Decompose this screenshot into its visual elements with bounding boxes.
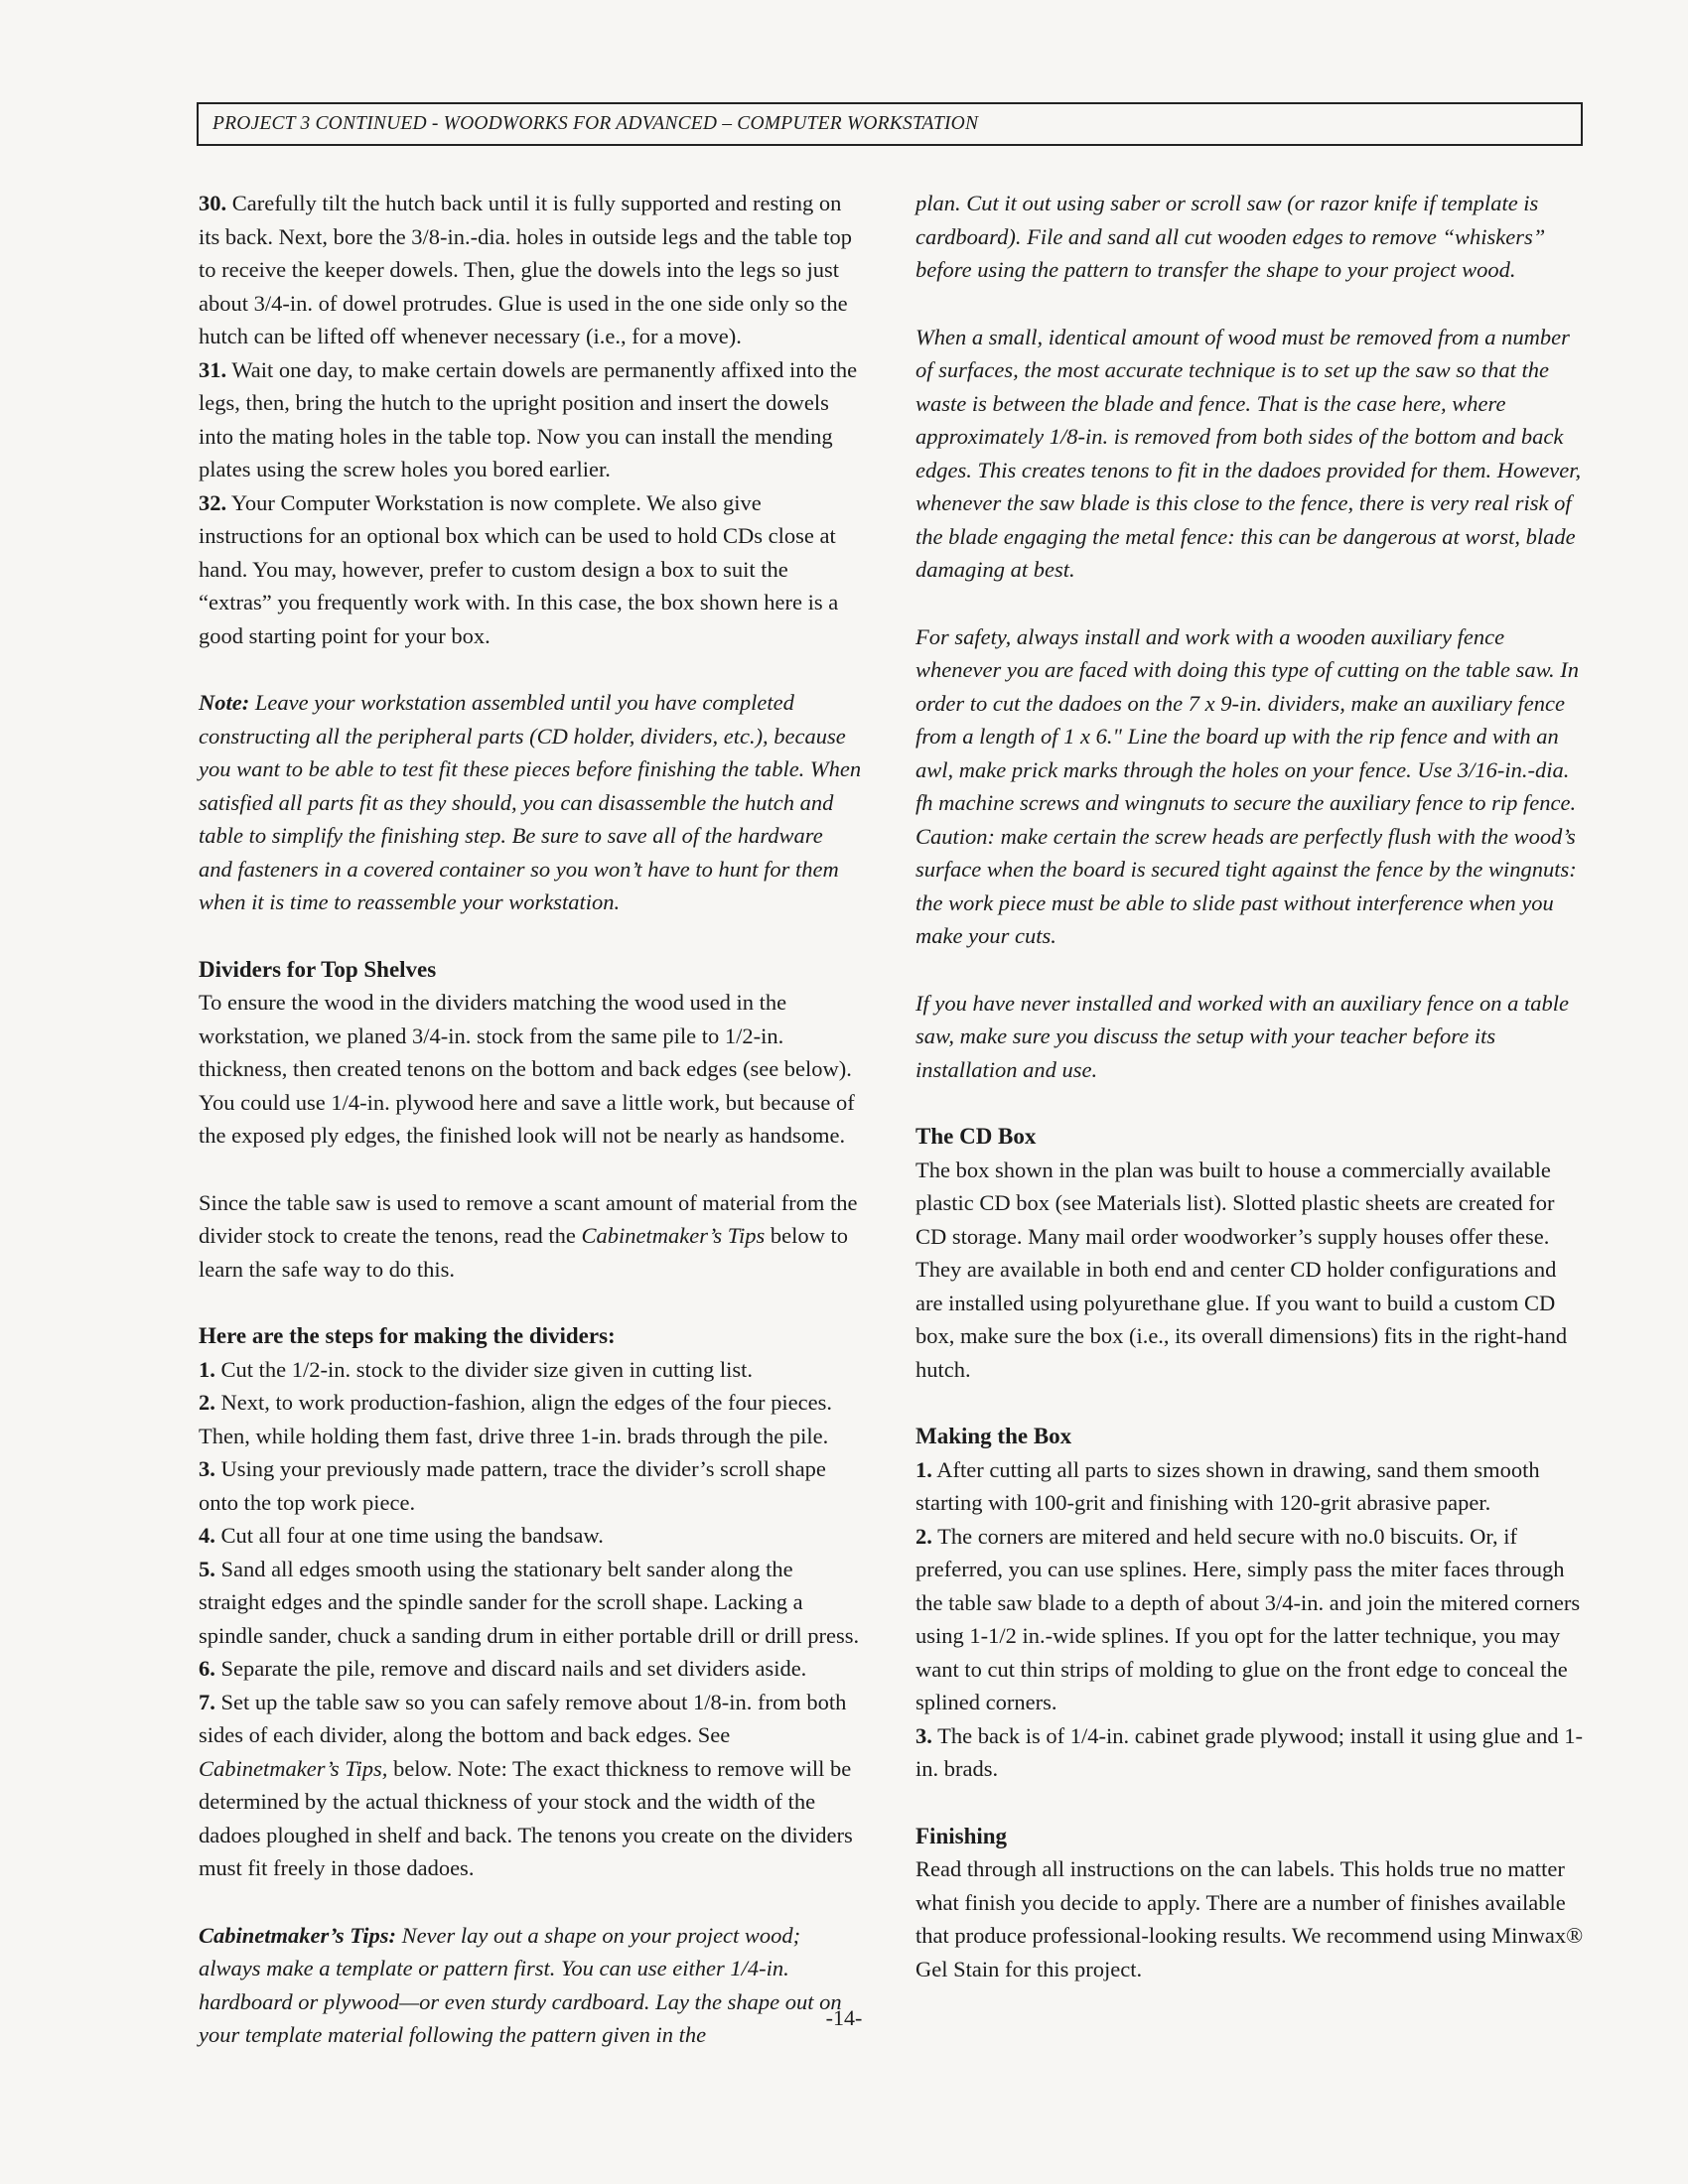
steps-heading: Here are the steps for making the dividers: [199,1323,616,1348]
header-title: PROJECT 3 CONTINUED - WOODWORKS FOR ADVANCED – COMPUTER WORKSTATION [212,113,979,134]
step-item [199,1386,862,1452]
step-item [915,1520,1589,1719]
step-7 [199,1686,862,1885]
step-text: The corners are mitered and held secure with no.0 biscuits. Or, if preferred, you can use splines. Here, simply pass the miter faces through the table saw blade to a depth of about 3/4-in. and join the mitered corners using 1-1/2 in.-wide splines. If you opt for the latter technique, you may want to cut thin strips of molding to glue on the front edge to conceal the splined corners. [915,1523,1581,1714]
cd-box-paragraph: The box shown in the plan was built to house a commercially available plastic CD box (see Materials list). Slotted plastic sheets are created for CD storage. Many mail order woodworker’s supply houses offer these. They are available in both end and center CD holder configurations and are installed using polyurethane glue. If you want to build a custom CD box, make sure the box (i.e., its overall dimensions) fits in the right-hand hutch. [915,1157,1568,1382]
tips-reference: Cabinetmaker’s Tips [581,1223,766,1248]
step-text: Next, to work production-fashion, align the edges of the four pieces. Then, while holding them fast, drive three 1-in. brads through the pile. [199,1390,832,1448]
step-number: 7. [199,1689,215,1714]
step-item [199,1353,862,1387]
step-number: 2. [199,1390,215,1415]
right-column [915,187,1589,1985]
since-text-b: below to learn the safe way to do this. [199,1223,849,1282]
since-paragraph [199,1186,862,1287]
tips-continued: plan. Cut it out using saber or scroll saw (or razor knife if template is cardboard). File and sand all cut wooden edges to remove “whiskers” before using the pattern to transfer the shape to your project wood. [915,191,1546,282]
step-item [915,1719,1589,1786]
step-item [199,1452,862,1519]
page-number: -14- [825,2005,863,2030]
step-number: 3. [199,1456,215,1481]
step-text: Wait one day, to make certain dowels are permanently affixed into the legs, then, bring the hutch to the upright position and insert the dowels into the mating holes in the table top. Now you can install the mending plates using the screw holes you bored earlier. [199,356,858,481]
finishing-heading: Finishing [915,1823,1008,1848]
step-text: Carefully tilt the hutch back until it is fully supported and resting on its back. Next, bore the 3/8-in.-dia. holes in outside legs and the table top to receive the keeper dowels. Then, glue the dowels into the legs so just about 3/4-in. of dowel protrudes. Glue is used in the one side only so the hutch can be lifted off whenever necessary (i.e., for a move). [199,191,852,348]
tips-label: Cabinetmaker’s Tips: [199,1922,396,1948]
step-text-b: below. Note: The exact thickness to remove will be determined by the actual thickness of your stock and the width of the dadoes ploughed in shelf and back. The tenons you create on the dividers must fit freely in those dadoes. [199,1755,853,1880]
step-number: 3. [915,1722,932,1748]
tips-reference: Cabinetmaker’s Tips, [199,1755,388,1781]
cd-box-heading: The CD Box [915,1124,1037,1149]
making-box-heading: Making the Box [915,1424,1072,1448]
step-text: Separate the pile, remove and discard nails and set dividers aside. [220,1656,807,1681]
since-text-a: Since the table saw is used to remove a scant amount of material from the divider stock to create the tenons, read the [199,1189,858,1248]
step-text: Cut all four at one time using the bandsaw. [220,1523,604,1548]
step-item [199,1553,862,1653]
step-number: 6. [199,1656,215,1681]
step-item [199,1519,862,1553]
step-text: After cutting all parts to sizes shown in drawing, sand them smooth starting with 100-grit and finishing with 120-grit abrasive paper. [915,1456,1540,1515]
step-32 [199,486,862,653]
step-number: 1. [199,1356,215,1382]
left-column [199,187,862,2052]
page-header [197,102,1583,146]
step-number: 32. [199,489,227,515]
making-box-steps-list [915,1453,1589,1786]
never-installed-paragraph: If you have never installed and worked with an auxiliary fence on a table saw, make sure you discuss the setup with your teacher before its installation and use. [915,990,1569,1082]
note-label: Note: [199,690,250,715]
step-number: 31. [199,356,227,382]
step-text: Cut the 1/2-in. stock to the divider size given in cutting list. [220,1356,754,1382]
step-number: 5. [199,1556,215,1581]
step-number: 30. [199,191,227,215]
step-30 [199,187,862,353]
tips-text: Never lay out a shape on your project wood; always make a template or pattern first. You can use either 1/4-in. hardboard or plywood—or even sturdy cardboard. Lay the shape out on your template material following the pattern given in the [199,1922,842,2047]
dividers-heading: Dividers for Top Shelves [199,956,437,982]
step-text-a: Set up the table saw so you can safely remove about 1/8-in. from both sides of each divider, along the bottom and back edges. See [199,1689,847,1747]
step-31 [199,353,862,486]
note-text: Leave your workstation assembled until you have completed constructing all the peripheral parts (CD holder, dividers, etc.), because you want to be able to test fit these pieces before finishing the table. When satisfied all parts fit as they should, you can disassemble the hutch and table to simplify the finishing step. Be sure to save all of the hardware and fasteners in a covered container so you won’t have to hunt for them when it is time to reassemble your workstation. [199,690,862,914]
step-item [915,1453,1589,1520]
step-text: The back is of 1/4-in. cabinet grade plywood; install it using glue and 1-in. brads. [915,1722,1583,1781]
safety-paragraph: For safety, always install and work with a wooden auxiliary fence whenever you are faced with doing this type of cutting on the table saw. In order to cut the dadoes on the 7 x 9-in. dividers, make an auxiliary fence from a length of 1 x 6." Line the board up with the rip fence and with an awl, make prick marks through the holes on your fence. Use 3/16-in.-dia. fh machine screws and wingnuts to secure the auxiliary fence to rip fence. Caution: make certain the screw heads are perfectly flush with the wood’s surface when the board is secured tight against the fence by the wingnuts: the work piece must be able to slide past without interference when you make your cuts. [915,623,1580,948]
divider-steps-list [199,1353,862,1686]
step-text: Sand all edges smooth using the stationary belt sander along the straight edges and the spindle sander for the scroll shape. Lacking a spindle sander, chuck a sanding drum in either portable drill or drill press. [199,1556,860,1648]
step-item [199,1652,862,1686]
step-text: Using your previously made pattern, trace the divider’s scroll shape onto the top work piece. [199,1456,826,1515]
step-text: Your Computer Workstation is now complete. We also give instructions for an optional box which can be used to hold CDs close at hand. You may, however, prefer to custom design a box to suit the “extras” you frequently work with. In this case, the box shown here is a good starting point for your box. [199,489,839,648]
step-number: 4. [199,1523,215,1548]
tips-paragraph [199,1919,862,2052]
finishing-paragraph: Read through all instructions on the can labels. This holds true no matter what finish you decide to apply. There are a number of finishes available that produce professional-looking results. We recommend using Minwax® Gel Stain for this project. [915,1856,1584,1981]
small-amount-paragraph: When a small, identical amount of wood must be removed from a number of surfaces, the most accurate technique is to set up the saw so that the waste is between the blade and fence. That is the case here, where approximately 1/8-in. is removed from both sides of the bottom and back edges. This creates tenons to fit in the dadoes provided for them. However, whenever the saw blade is this close to the fence, there is very real risk of the blade engaging the metal fence: this can be dangerous at worst, blade damaging at best. [915,324,1582,582]
step-number: 1. [915,1456,932,1482]
dividers-paragraph: To ensure the wood in the dividers matching the wood used in the workstation, we planed 3/4-in. stock from the same pile to 1/2-in. thickness, then created tenons on the bottom and back edges (see below). You could use 1/4-in. plywood here and save a little work, but because of the exposed ply edges, the finished look will not be nearly as handsome. [199,990,855,1148]
step-number: 2. [915,1523,932,1549]
note-paragraph [199,686,862,919]
